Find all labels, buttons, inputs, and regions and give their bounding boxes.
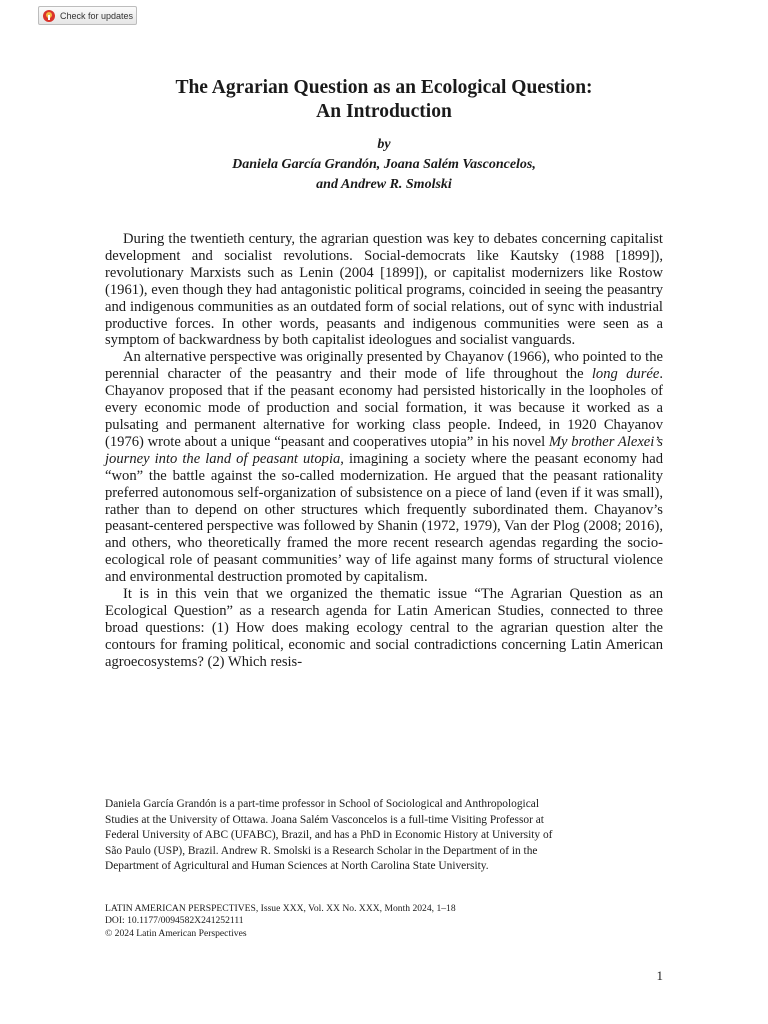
paragraph-2 — [105, 349, 663, 586]
footnote-line: Federal University of ABC (UFABC), Brazil, and has a PhD in Economic History at University of — [105, 829, 553, 842]
authors-line-2: and Andrew R. Smolski — [316, 177, 452, 192]
crossmark-icon — [43, 10, 55, 22]
author-footnote — [105, 797, 663, 875]
title-line-1: The Agrarian Question as an Ecological Question: — [175, 77, 593, 98]
byline-by: by — [377, 137, 391, 152]
title-line-2: An Introduction — [316, 101, 452, 122]
paragraph-2-text-b: . Chayanov proposed that if the peasant economy had persisted historically in the loopholes of every economic mode of production and social formation, it was because it worked as a pulsating and permanent alternative for working class people. Indeed, in 1920 Chayanov (1976) wrote about a unique “peasant and cooperatives utopia” in his novel — [105, 366, 663, 450]
paragraph-1: During the twentieth century, the agrarian question was key to debates concerning capitalist development and socialist revolutions. Social-democrats like Kautsky (1988 [1899]), revolutionary Marxists such as Lenin (2004 [1899]), or capitalist modernizers like Rostow (1961), even though they had antagonistic political programs, coincided in seeing the peasantry and indigenous communities as an outdated form of social relations, out of sync with industrial productive forces. In other words, peasants and indigenous communities were seen as a symptom of backwardness by both capitalist ideologues and socialist vanguards. — [105, 231, 663, 349]
journal-citation: LATIN AMERICAN PERSPECTIVES, Issue XXX, Vol. XX No. XXX, Month 2024, 1–18 — [105, 903, 456, 914]
page-number: 1 — [656, 968, 663, 983]
footnote-line: Daniela García Grandón is a part-time professor in School of Sociological and Anthropological — [105, 798, 539, 810]
italic-novel-title: My brother Alexei’s journey into the land of peasant utopia — [105, 433, 663, 467]
journal-info — [105, 903, 663, 940]
authors-line-1: Daniela García Grandón, Joana Salém Vasconcelos, — [232, 157, 536, 172]
paragraph-2-text-a: An alternative perspective was originally presented by Chayanov (1966), who pointed to the perennial character of the peasantry and their mode of life throughout the — [105, 349, 663, 383]
check-for-updates-button[interactable] — [38, 6, 137, 25]
byline — [0, 135, 768, 195]
footnote-line: Department of Agricultural and Human Sciences at North Carolina State University. — [105, 860, 489, 873]
journal-copyright: © 2024 Latin American Perspectives — [105, 927, 247, 939]
paragraph-3: It is in this vein that we organized the thematic issue “The Agrarian Question as an Ecological Question” as a research agenda for Latin American Studies, connected to three broad questions: (1) How does making ecology central to the agrarian question alter the contours for framing political, economic and social contradictions concerning Latin American agroecosystems? (2) Which resis- — [105, 586, 663, 670]
footnote-line: Studies at the University of Ottawa. Joana Salém Vasconcelos is a full-time Visiting Professor at — [105, 813, 544, 826]
article-title — [0, 76, 768, 124]
italic-long-duree: long durée — [591, 366, 660, 383]
paragraph-2-text-c: , imagining a society where the peasant economy had “won” the battle against the so-called modernization. He argued that the peasant rationality preferred autonomous self-organization of subsistence on a piece of land (even if it was small), rather than to depend on other structures which frequently subordinated them. Chayanov’s peasant-centered perspective was followed by Shanin (1972, 1979), Van der Plog (2008; 2016), and others, who theoretically framed the more recent research agendas regarding the socio-ecological role of peasant communities’ way of life against many forms of structural violence and environmental destruction promoted by capitalism. — [105, 450, 663, 586]
check-for-updates-label: Check for updates — [60, 10, 134, 21]
footnote-line: São Paulo (USP), Brazil. Andrew R. Smolski is a Research Scholar in the Department of in the — [105, 844, 538, 857]
journal-doi: DOI: 10.1177/0094582X241252111 — [105, 915, 244, 927]
article-body — [105, 231, 663, 671]
